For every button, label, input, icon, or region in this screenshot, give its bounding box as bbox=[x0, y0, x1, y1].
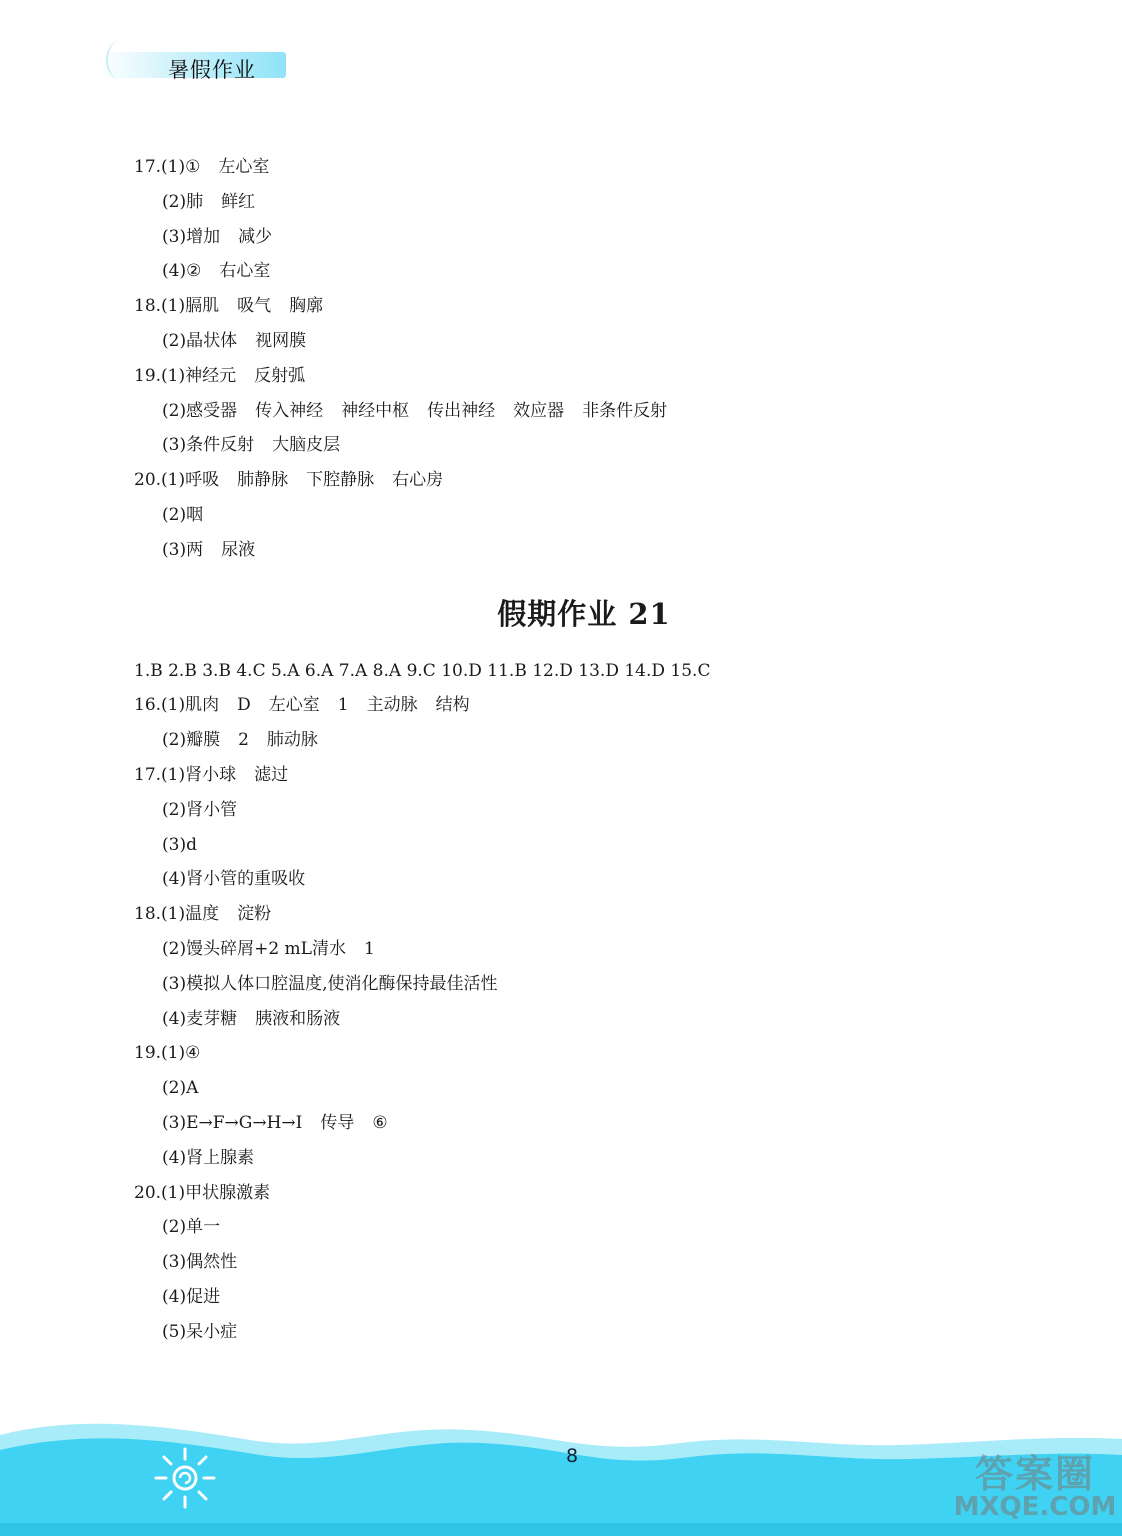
answer-line bbox=[134, 1071, 1034, 1106]
answer-value: 下腔静脉 bbox=[306, 470, 375, 491]
answers-part-1 bbox=[134, 150, 1034, 568]
answer-label: (4)促进 bbox=[162, 1286, 221, 1307]
answer-value: 传导 bbox=[320, 1112, 355, 1133]
answer-label: (2)单一 bbox=[162, 1217, 221, 1238]
answer-label: (2)A bbox=[162, 1078, 199, 1099]
answer-value: 右心房 bbox=[392, 470, 444, 491]
answer-label: 16.(1)肌肉 bbox=[134, 695, 220, 716]
answer-value: 淀粉 bbox=[237, 904, 272, 925]
answer-line bbox=[134, 1106, 1034, 1141]
answer-label: 18.(1)膈肌 bbox=[134, 296, 220, 317]
answer-value: 反射弧 bbox=[254, 365, 306, 386]
answer-label: (2)晶状体 bbox=[162, 330, 238, 351]
watermark bbox=[950, 1443, 1120, 1522]
answer-label: 20.(1)甲状腺激素 bbox=[134, 1182, 271, 1203]
answer-line bbox=[134, 862, 1034, 897]
answer-label: (3)两 bbox=[162, 539, 204, 560]
answer-label: (5)呆小症 bbox=[162, 1321, 238, 1342]
answer-label: (3)E→F→G→H→I bbox=[162, 1112, 303, 1133]
answer-value: 大脑皮层 bbox=[272, 435, 341, 456]
answer-label: 17.(1)肾小球 bbox=[134, 764, 237, 785]
answer-line bbox=[134, 150, 1034, 185]
answer-line bbox=[134, 793, 1034, 828]
answer-label: (4)麦芽糖 bbox=[162, 1008, 238, 1029]
page-footer bbox=[0, 1395, 1122, 1536]
answer-line bbox=[134, 498, 1034, 533]
answer-value: 肺静脉 bbox=[237, 470, 289, 491]
answer-value: 传出神经 bbox=[427, 400, 496, 421]
answer-line bbox=[134, 1280, 1034, 1315]
answer-label: (3)偶然性 bbox=[162, 1252, 238, 1273]
answer-label: (2)瓣膜 bbox=[162, 730, 221, 751]
answer-value: 胰液和肠液 bbox=[255, 1008, 341, 1029]
answer-label: (3)模拟人体口腔温度,使消化酶保持最佳活性 bbox=[162, 973, 498, 994]
answer-value: 左心室 bbox=[218, 157, 270, 177]
page-header bbox=[0, 0, 1122, 110]
answer-label: (2)肺 bbox=[162, 191, 204, 212]
answer-label: (4)肾上腺素 bbox=[162, 1147, 255, 1168]
answer-value: 非条件反射 bbox=[582, 400, 668, 421]
header-title: 暑假作业 bbox=[168, 58, 256, 82]
answer-line bbox=[134, 185, 1034, 220]
answer-label: (2)馒头碎屑+2 mL清水 bbox=[162, 938, 346, 959]
answer-value: 效应器 bbox=[513, 400, 565, 421]
answer-label: (4)② bbox=[162, 261, 202, 282]
answer-line bbox=[134, 463, 1034, 498]
answer-value: 胸廓 bbox=[289, 296, 324, 317]
sun-icon bbox=[150, 1443, 220, 1513]
header-decoration bbox=[106, 40, 136, 80]
answer-label: 19.(1)神经元 bbox=[134, 365, 237, 386]
section-title: 假期作业 21 bbox=[497, 596, 671, 631]
answer-line bbox=[134, 688, 1034, 723]
answer-line bbox=[134, 1141, 1034, 1176]
answer-line bbox=[134, 254, 1034, 289]
page-number: 8 bbox=[565, 1445, 579, 1467]
answer-line bbox=[134, 324, 1034, 359]
answer-value: 鲜红 bbox=[221, 191, 256, 212]
answer-line bbox=[134, 723, 1034, 758]
answer-value: 左心室 bbox=[268, 695, 320, 716]
answer-line bbox=[134, 428, 1034, 463]
answer-label: (4)肾小管的重吸收 bbox=[162, 869, 306, 890]
answer-line bbox=[134, 897, 1034, 932]
answer-label: (3)d bbox=[162, 834, 197, 855]
answer-line bbox=[134, 828, 1034, 863]
answer-line bbox=[134, 1002, 1034, 1037]
answer-line bbox=[134, 533, 1034, 568]
answer-line bbox=[134, 758, 1034, 793]
answer-line bbox=[134, 394, 1034, 429]
answer-value: 尿液 bbox=[221, 539, 256, 560]
answer-value: 主动脉 bbox=[366, 695, 418, 716]
answers-part-2 bbox=[134, 654, 1034, 1350]
answer-line bbox=[134, 1315, 1034, 1350]
answer-label: (2)咽 bbox=[162, 504, 204, 525]
answer-label: 20.(1)呼吸 bbox=[134, 470, 220, 491]
answer-label: (2)感受器 bbox=[162, 400, 238, 421]
answer-value: 减少 bbox=[238, 226, 273, 247]
answer-line bbox=[134, 1176, 1034, 1211]
answer-value: 肺动脉 bbox=[266, 730, 318, 751]
watermark-en: MXQE.COM bbox=[953, 1492, 1117, 1522]
answer-line bbox=[134, 654, 1034, 689]
answer-value: 1 bbox=[363, 938, 375, 959]
answer-line bbox=[134, 1210, 1034, 1245]
answer-line bbox=[134, 359, 1034, 394]
answer-line bbox=[134, 967, 1034, 1002]
answer-content bbox=[134, 150, 1034, 1350]
watermark-cn: 答案圈 bbox=[974, 1452, 1095, 1496]
answer-value: 结构 bbox=[435, 695, 470, 716]
answer-value: 右心室 bbox=[219, 261, 271, 282]
answer-label: (3)条件反射 bbox=[162, 435, 255, 456]
answer-line bbox=[134, 932, 1034, 967]
answer-value: 神经中枢 bbox=[341, 400, 410, 421]
answer-value: 视网膜 bbox=[255, 330, 307, 351]
answer-label: 1.B 2.B 3.B 4.C 5.A 6.A 7.A 8.A 9.C 10.D 11.B 12.D 13.D 14.D 15.C bbox=[134, 660, 711, 681]
answer-value: 滤过 bbox=[254, 764, 289, 785]
answer-line bbox=[134, 1245, 1034, 1280]
answer-value: 1 bbox=[337, 695, 349, 716]
answer-label: 18.(1)温度 bbox=[134, 904, 220, 925]
answer-line bbox=[134, 289, 1034, 324]
answer-label: 17.(1)① bbox=[134, 157, 201, 177]
answer-value: ⑥ bbox=[372, 1112, 388, 1133]
answer-value: 传入神经 bbox=[255, 400, 324, 421]
answer-line bbox=[134, 1036, 1034, 1071]
answer-value: 2 bbox=[238, 730, 249, 751]
answer-line bbox=[134, 220, 1034, 255]
answer-value: D bbox=[237, 695, 251, 716]
answer-value: 吸气 bbox=[237, 296, 272, 317]
answer-label: (3)增加 bbox=[162, 226, 221, 247]
answer-label: (2)肾小管 bbox=[162, 799, 238, 820]
answer-label: 19.(1)④ bbox=[134, 1043, 201, 1064]
